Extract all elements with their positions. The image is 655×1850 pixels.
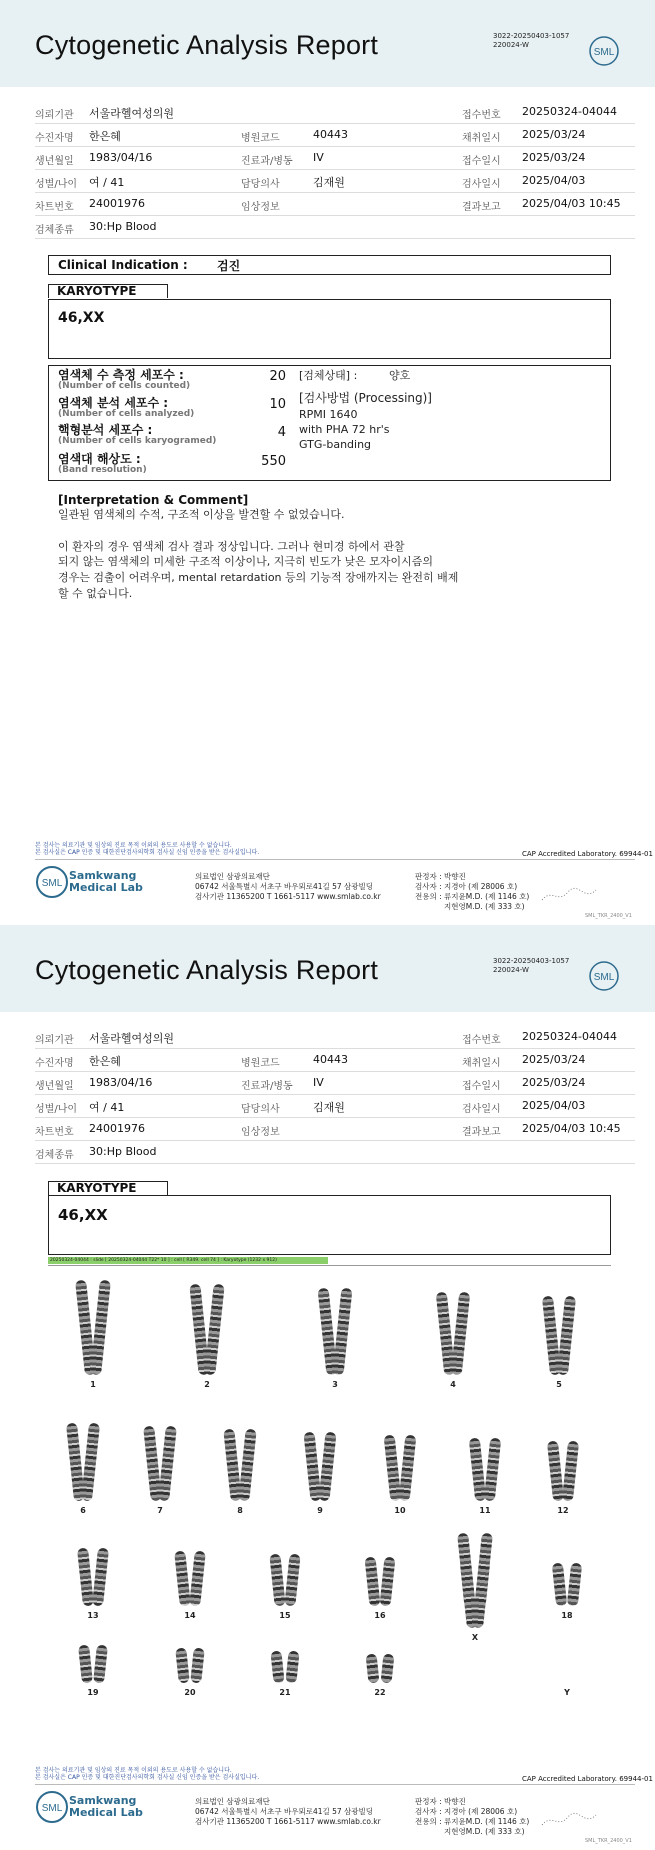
karyotype-value: 46,XX bbox=[58, 310, 105, 326]
chromosome bbox=[90, 1280, 111, 1376]
info-row: 차트번호 24001976 임상정보 결과보고 2025/04/03 10:45 bbox=[35, 1118, 635, 1141]
signatories: 판정자 : 박향진 검사자 : 지경아 (제 28006 호) 전용의 : 류지윤M.D. (제 1146 호) 지현영M.D. (제 333 호) bbox=[415, 872, 530, 911]
cells-counted-sublabel: (Number of cells counted) bbox=[58, 381, 191, 391]
karyotype-box bbox=[48, 299, 611, 359]
sml-logo-icon bbox=[588, 35, 620, 67]
chromosome-pair-2 bbox=[190, 1284, 224, 1389]
chromosome bbox=[484, 1438, 502, 1502]
band-resolution-label: 염색대 해상도 : bbox=[58, 452, 141, 466]
chromosome bbox=[92, 1548, 109, 1607]
report-header bbox=[0, 0, 655, 87]
chromosome-pair-11 bbox=[468, 1438, 502, 1515]
chromosome-pair-21 bbox=[268, 1651, 302, 1697]
cap-accreditation: CAP Accredited Laboratory. 69944-01 bbox=[522, 1775, 653, 1783]
chromosome-label: 7 bbox=[157, 1506, 163, 1515]
clinical-indication-label: Clinical Indication : bbox=[58, 258, 188, 272]
chromosome bbox=[451, 1292, 471, 1376]
karyotype-heading: KARYOTYPE bbox=[48, 284, 168, 298]
chromosome bbox=[270, 1651, 284, 1684]
chromosome bbox=[284, 1554, 300, 1607]
chromosome bbox=[562, 1441, 579, 1502]
chromosome-label: 18 bbox=[561, 1611, 573, 1620]
chromosome bbox=[189, 1551, 206, 1607]
lab-address: 의료법인 삼광의료재단 06742 서울특별시 서초구 바우뫼로41길 57 삼광빌딩 검사기관 11365200 T 1661-5117 www.smlab.co.kr bbox=[195, 872, 381, 901]
comment-line: 할 수 없습니다. bbox=[58, 587, 133, 600]
processing-method-line: with PHA 72 hr's bbox=[299, 423, 390, 436]
svg-text:SML: SML bbox=[41, 878, 63, 889]
processing-method-line: RPMI 1640 bbox=[299, 408, 358, 421]
svg-text:SML: SML bbox=[593, 47, 615, 58]
chromosome-pair-19 bbox=[76, 1645, 110, 1697]
chromosome bbox=[93, 1645, 108, 1684]
info-row: 검체종류 30:Hp Blood bbox=[35, 216, 635, 239]
chromosome bbox=[238, 1429, 256, 1502]
chromosome bbox=[557, 1296, 576, 1376]
info-row: 성별/나이 여 / 41 담당의사 김재원 검사일시 2025/04/03 bbox=[35, 1095, 635, 1118]
info-row: 생년월일 1983/04/16 진료과/병동 IV 접수일시 2025/03/24 bbox=[35, 147, 635, 170]
chromosome-pair-3 bbox=[318, 1288, 352, 1389]
chromosome-label: 6 bbox=[80, 1506, 86, 1515]
document-id: 3022-20250403-1057 220024-W bbox=[493, 32, 570, 49]
chromosome bbox=[552, 1563, 567, 1607]
chromosome-pair-14 bbox=[173, 1551, 207, 1620]
chromosome bbox=[285, 1651, 299, 1684]
comment-line: 되지 않는 염색체의 미세한 구조적 이상이나, 지극히 빈도가 낮은 모자이시즘의 bbox=[58, 555, 433, 568]
chromosome-pair-13 bbox=[76, 1548, 110, 1620]
sml-logo-icon bbox=[588, 960, 620, 992]
document-id: 3022-20250403-1057 220024-W bbox=[493, 957, 570, 974]
chromosome-label: 8 bbox=[237, 1506, 243, 1515]
svg-text:SML: SML bbox=[41, 1803, 63, 1814]
chromosome-label: 5 bbox=[556, 1380, 562, 1389]
cells-karyogramed-sublabel: (Number of cells karyogramed) bbox=[58, 436, 217, 446]
footer-note: 본 검사는 의료기관 및 임상의 진료 목적 이외의 용도로 사용할 수 없습니다. bbox=[35, 842, 232, 849]
report-title: Cytogenetic Analysis Report bbox=[35, 955, 379, 985]
chromosome-pair-20 bbox=[173, 1648, 207, 1697]
chromosome-label: 19 bbox=[87, 1688, 99, 1697]
info-row: 차트번호 24001976 임상정보 결과보고 2025/04/03 10:45 bbox=[35, 193, 635, 216]
cap-accreditation: CAP Accredited Laboratory. 69944-01 bbox=[522, 850, 653, 858]
processing-method-line: GTG-banding bbox=[299, 438, 372, 451]
comment-line: 일관된 염색체의 수적, 구조적 이상을 발견할 수 없었습니다. bbox=[58, 508, 345, 521]
signatories: 판정자 : 박향진 검사자 : 지경아 (제 28006 호) 전용의 : 류지윤M.D. (제 1146 호) 지현영M.D. (제 333 호) bbox=[415, 1797, 530, 1836]
chromosome-pair-15 bbox=[268, 1554, 302, 1620]
karyogram-info-strip: 20250324-04044 : slide [ 20250324-04044 T22* 10 ] : cell [ R349. cell 74 ] : Karyotype (1232 x 912) bbox=[48, 1257, 328, 1264]
chromosome bbox=[381, 1654, 395, 1684]
chromosome bbox=[78, 1645, 93, 1684]
chromosome-label: 13 bbox=[87, 1611, 99, 1620]
processing-method-label: [검사방법 (Processing)] bbox=[299, 391, 432, 405]
chromosome-pair-22 bbox=[363, 1654, 397, 1697]
report-header bbox=[0, 925, 655, 1012]
karyotype-box bbox=[48, 1195, 611, 1255]
footer-note: 본 검사는 의료기관 및 임상의 진료 목적 이외의 용도로 사용할 수 없습니다. bbox=[35, 1767, 232, 1774]
chromosome bbox=[364, 1557, 380, 1607]
patient-info-table bbox=[35, 1026, 635, 1164]
signature-icon bbox=[540, 1807, 600, 1831]
cells-analyzed-value: 10 bbox=[269, 397, 286, 412]
cells-karyogramed-label: 핵형분석 세포수 : bbox=[58, 423, 153, 437]
cell-counts-box bbox=[48, 365, 611, 481]
info-row: 검체종류 30:Hp Blood bbox=[35, 1141, 635, 1164]
info-row: 수진자명 한은혜 병원코드 40443 채취일시 2025/03/24 bbox=[35, 1049, 635, 1072]
chromosome-label: 4 bbox=[450, 1380, 456, 1389]
chromosome bbox=[204, 1284, 224, 1376]
comment-line: 경우는 검출이 어려우며, mental retardation 등의 기능적 장애까지는 완전히 배제 bbox=[58, 571, 459, 584]
comment-line: 이 환자의 경우 염색체 검사 결과 정상입니다. 그러나 현미경 하에서 관찰 bbox=[58, 540, 405, 553]
chromosome-pair-6 bbox=[66, 1423, 100, 1515]
comment-title: [Interpretation & Comment] bbox=[58, 493, 249, 507]
patient-info-table bbox=[35, 101, 635, 239]
chromosome-pair-7 bbox=[143, 1426, 177, 1515]
cells-counted-label: 염색체 수 측정 세포수 : bbox=[58, 368, 184, 382]
footer-note: 본 검사실은 CAP 인증 및 대한진단검사의학회 검사실 신임 인증을 받은 검사실입니다. bbox=[35, 849, 260, 856]
specimen-status-label: [검체상태] : bbox=[299, 369, 358, 382]
cells-counted-value: 20 bbox=[269, 369, 286, 384]
svg-text:SML: SML bbox=[593, 972, 615, 983]
chromosome bbox=[472, 1533, 493, 1629]
chromosome bbox=[318, 1432, 336, 1502]
samkwang-logo-icon bbox=[35, 865, 69, 899]
band-resolution-sublabel: (Band resolution) bbox=[58, 465, 147, 475]
band-resolution-value: 550 bbox=[261, 454, 286, 469]
karyotype-value: 46,XX bbox=[58, 1206, 108, 1224]
chromosome bbox=[190, 1648, 205, 1684]
footer-note: 본 검사실은 CAP 인증 및 대한진단검사의학회 검사실 신임 인증을 받은 검사실입니다. bbox=[35, 1774, 260, 1781]
chromosome-pair-12 bbox=[546, 1441, 580, 1515]
clinical-indication-value: 검진 bbox=[217, 259, 241, 273]
chromosome-label: 16 bbox=[374, 1611, 386, 1620]
lab-name: Samkwang Medical Lab bbox=[69, 869, 143, 894]
chromosome-label: Y bbox=[564, 1688, 570, 1697]
chromosome-pair-X bbox=[458, 1533, 492, 1642]
chromosome-label: 10 bbox=[394, 1506, 406, 1515]
chromosome-pair-4 bbox=[436, 1292, 470, 1389]
chromosome bbox=[77, 1548, 94, 1607]
chromosome bbox=[174, 1551, 191, 1607]
chromosome-pair-8 bbox=[223, 1429, 257, 1515]
chromosome-label: 21 bbox=[279, 1688, 291, 1697]
info-row: 수진자명 한은혜 병원코드 40443 채취일시 2025/03/24 bbox=[35, 124, 635, 147]
info-row: 의뢰기관 서울라헬여성의원 접수번호 20250324-04044 bbox=[35, 101, 635, 124]
karyogram bbox=[35, 1280, 635, 1720]
karyotype-heading: KARYOTYPE bbox=[48, 1181, 168, 1195]
chromosome-pair-9 bbox=[303, 1432, 337, 1515]
chromosome bbox=[379, 1557, 395, 1607]
chromosome-label: X bbox=[471, 1633, 479, 1642]
chromosome-label: 3 bbox=[332, 1380, 338, 1389]
info-row: 의뢰기관 서울라헬여성의원 접수번호 20250324-04044 bbox=[35, 1026, 635, 1049]
chromosome-label: 1 bbox=[90, 1380, 96, 1389]
chromosome-pair-1 bbox=[76, 1280, 110, 1389]
samkwang-logo-icon bbox=[35, 1790, 69, 1824]
specimen-status-value: 양호 bbox=[389, 369, 411, 382]
clinical-indication-box bbox=[48, 255, 611, 275]
lab-address: 의료법인 삼광의료재단 06742 서울특별시 서초구 바우뫼로41길 57 삼광빌딩 검사기관 11365200 T 1661-5117 www.smlab.co.kr bbox=[195, 1797, 381, 1826]
chromosome-pair-16 bbox=[363, 1557, 397, 1620]
chromosome-pair-5 bbox=[542, 1296, 576, 1389]
form-version: SML_TKR_2400_V1 bbox=[585, 1838, 632, 1844]
chromosome-pair-10 bbox=[383, 1435, 417, 1515]
cells-analyzed-label: 염색체 분석 세포수 : bbox=[58, 396, 169, 410]
report-title: Cytogenetic Analysis Report bbox=[35, 30, 379, 60]
chromosome-label: 22 bbox=[374, 1688, 386, 1697]
chromosome bbox=[81, 1423, 100, 1502]
chromosome bbox=[332, 1288, 352, 1376]
cells-karyogramed-value: 4 bbox=[277, 425, 286, 440]
chromosome-label: 12 bbox=[557, 1506, 569, 1515]
chromosome-label: 2 bbox=[204, 1380, 210, 1389]
chromosome bbox=[269, 1554, 285, 1607]
chromosome-label: 15 bbox=[279, 1611, 291, 1620]
lab-name: Samkwang Medical Lab bbox=[69, 1794, 143, 1819]
chromosome bbox=[567, 1563, 582, 1607]
chromosome bbox=[158, 1426, 177, 1502]
chromosome bbox=[366, 1654, 380, 1684]
form-version: SML_TKR_2400_V1 bbox=[585, 913, 632, 919]
chromosome bbox=[175, 1648, 190, 1684]
chromosome bbox=[547, 1441, 564, 1502]
chromosome bbox=[399, 1435, 417, 1502]
chromosome-label: 9 bbox=[317, 1506, 323, 1515]
info-row: 생년월일 1983/04/16 진료과/병동 IV 접수일시 2025/03/24 bbox=[35, 1072, 635, 1095]
cells-analyzed-sublabel: (Number of cells analyzed) bbox=[58, 409, 195, 419]
chromosome-label: 11 bbox=[479, 1506, 491, 1515]
info-row: 성별/나이 여 / 41 담당의사 김재원 검사일시 2025/04/03 bbox=[35, 170, 635, 193]
chromosome-label: 20 bbox=[184, 1688, 196, 1697]
chromosome-pair-18 bbox=[550, 1563, 584, 1620]
chromosome-label: 14 bbox=[184, 1611, 196, 1620]
signature-icon bbox=[540, 882, 600, 906]
